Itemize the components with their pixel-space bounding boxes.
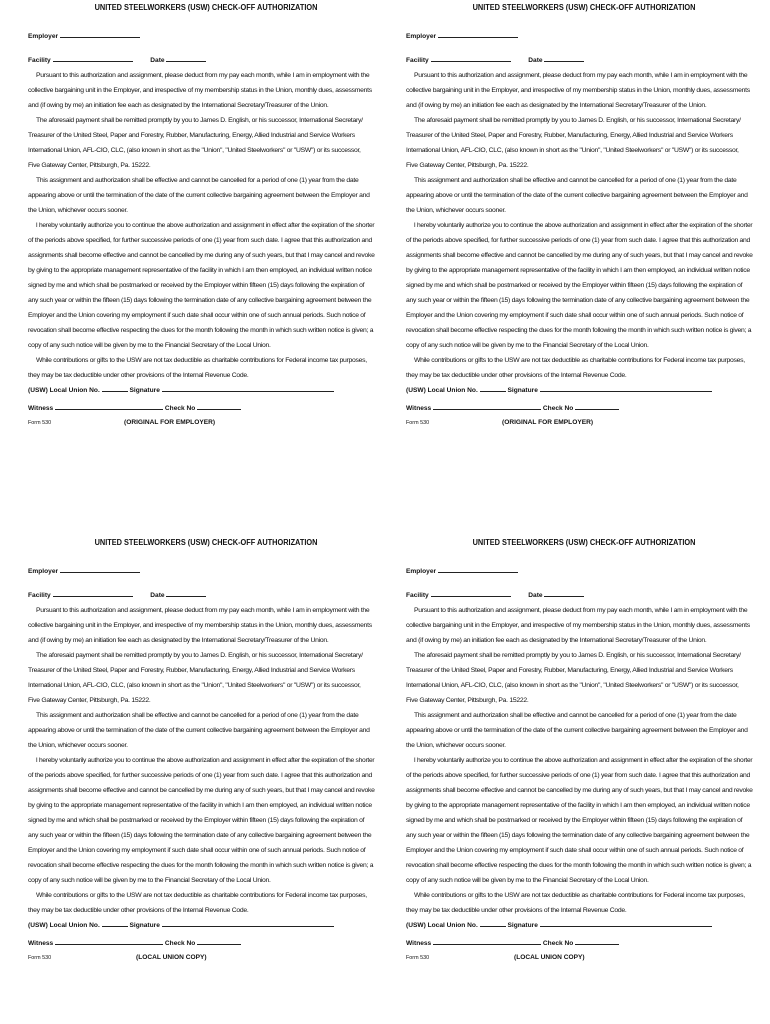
signature-blank[interactable] [162, 919, 334, 927]
authorization-line: any such year or within the fifteen (15) days following the termination date of any collective bargaining agreement between the [406, 297, 750, 304]
check-no-blank[interactable] [197, 402, 241, 410]
signature-blank[interactable] [540, 384, 712, 392]
employer-label: Employer [406, 568, 437, 575]
authorization-line: While contributions or gifts to the USW are not tax deductible as charitable contributions for Federal income tax purposes, [36, 892, 367, 899]
facility-blank[interactable] [53, 589, 133, 597]
facility-date-row [28, 54, 384, 64]
employer-blank[interactable] [438, 30, 518, 38]
check-no-label: Check No [542, 940, 574, 947]
authorization-line: any such year or within the fifteen (15) days following the termination date of any collective bargaining agreement between the [28, 297, 372, 304]
copy-designation: (LOCAL UNION COPY) [514, 954, 585, 961]
authorization-line: the Union, whichever occurs sooner. [28, 742, 128, 749]
authorization-line: appearing above or until the termination of the date of the current collective bargaining agreement between the Employer and [406, 192, 748, 199]
authorization-line: they may be tax deductible under other provisions of the Internal Revenue Code. [28, 907, 249, 914]
authorization-line: by giving to the appropriate management representative of the facility in which I am then employed, an individual written notice [28, 267, 372, 274]
witness-check-row [406, 937, 762, 949]
authorization-line: of the periods above specified, for further successive periods of one (1) year from such date. I agree that this authorization and [406, 237, 751, 244]
authorization-line: This assignment and authorization shall be effective and cannot be cancelled for a period of one (1) year from the date [36, 177, 359, 184]
local-union-label: (USW) Local Union No. [28, 387, 100, 394]
authorization-line: Treasurer of the United Steel, Paper and Forestry, Rubber, Manufacturing, Energy, Allied Industrial and Service Workers [406, 667, 733, 674]
facility-blank[interactable] [431, 589, 511, 597]
employer-field[interactable] [28, 30, 384, 40]
facility-label: Facility [406, 592, 429, 599]
authorization-line: assignments shall become effective and cannot be cancelled by me during any of such years, but that I may cancel and revoke [406, 252, 753, 259]
authorization-line: International Union, AFL-CIO, CLC, (also known in short as the "Union", "United Steelworkers" or "USW") or its successor, [28, 682, 361, 689]
authorization-text [406, 68, 762, 383]
employer-field[interactable] [406, 30, 762, 40]
employer-blank[interactable] [60, 30, 140, 38]
witness-label: Witness [28, 405, 54, 412]
witness-check-row [28, 402, 384, 414]
authorization-line: and (if owing by me) an initiation fee each as designated by the International Secretary/Treasurer of the Union. [406, 637, 707, 644]
authorization-line: assignments shall become effective and cannot be cancelled by me during any of such years, but that I may cancel and revoke [28, 787, 375, 794]
authorization-line: assignments shall become effective and cannot be cancelled by me during any of such years, but that I may cancel and revoke [28, 252, 375, 259]
local-union-signature-row [28, 384, 384, 396]
authorization-line: signed by me and which shall be postmarked or received by the Employer within fifteen (15) days following the expiration of [28, 817, 365, 824]
form-footer [406, 952, 762, 964]
authorization-line: While contributions or gifts to the USW are not tax deductible as charitable contributions for Federal income tax purposes, [414, 892, 745, 899]
authorization-form-bl [28, 537, 384, 964]
authorization-form-br [406, 537, 762, 964]
check-no-label: Check No [164, 940, 196, 947]
form-number: Form 530 [28, 955, 52, 961]
witness-label: Witness [406, 405, 432, 412]
signature-blank[interactable] [540, 919, 712, 927]
authorization-line: Treasurer of the United Steel, Paper and Forestry, Rubber, Manufacturing, Energy, Allied Industrial and Service Workers [406, 132, 733, 139]
facility-date-row [28, 589, 384, 599]
date-label: Date [150, 592, 165, 599]
local-union-signature-row [406, 384, 762, 396]
authorization-line: revocation shall become effective respecting the dues for the month following the month in which such written notice is given; a [406, 327, 752, 334]
authorization-line: copy of any such notice will be given by me to the Financial Secretary of the Local Union. [28, 342, 271, 349]
authorization-line: Employer and the Union covering my employment if such date shall occur within one of such annual periods. Such notice of [406, 312, 744, 319]
local-union-blank[interactable] [102, 919, 128, 927]
employer-label: Employer [28, 33, 59, 40]
authorization-line: of the periods above specified, for further successive periods of one (1) year from such date. I agree that this authorization and [406, 772, 751, 779]
check-no-label: Check No [164, 405, 196, 412]
local-union-signature-row [28, 919, 384, 931]
authorization-line: Five Gateway Center, Pittsburgh, Pa. 15222. [28, 162, 151, 169]
form-number: Form 530 [406, 420, 430, 426]
facility-label: Facility [406, 57, 429, 64]
authorization-line: copy of any such notice will be given by me to the Financial Secretary of the Local Union. [406, 342, 649, 349]
date-blank[interactable] [166, 54, 206, 62]
signature-blank[interactable] [162, 384, 334, 392]
facility-date-row [406, 54, 762, 64]
witness-label: Witness [28, 940, 54, 947]
form-title: UNITED STEELWORKERS (USW) CHECK-OFF AUTHORIZATION [472, 3, 696, 12]
witness-blank[interactable] [433, 402, 541, 410]
copy-designation: (ORIGINAL FOR EMPLOYER) [124, 419, 216, 426]
authorization-line: I hereby voluntarily authorize you to continue the above authorization and assignment in effect after the expiration of the shorter [413, 222, 753, 229]
form-number: Form 530 [406, 955, 430, 961]
authorization-line: collective bargaining unit in the Employer, and irrespective of my membership status in the Union, monthly dues, assessments [28, 622, 372, 629]
authorization-line: appearing above or until the termination of the date of the current collective bargaining agreement between the Employer and [28, 192, 370, 199]
form-footer [28, 417, 384, 429]
authorization-text [406, 603, 762, 918]
authorization-line: appearing above or until the termination of the date of the current collective bargaining agreement between the Employer and [28, 727, 370, 734]
check-no-blank[interactable] [197, 937, 241, 945]
authorization-line: collective bargaining unit in the Employer, and irrespective of my membership status in the Union, monthly dues, assessments [406, 622, 750, 629]
signature-label: Signature [129, 922, 160, 929]
authorization-line: appearing above or until the termination of the date of the current collective bargaining agreement between the Employer and [406, 727, 748, 734]
employer-field[interactable] [28, 565, 384, 575]
authorization-line: Pursuant to this authorization and assignment, please deduct from my pay each month, while I am in employment with the [414, 607, 748, 614]
authorization-line: they may be tax deductible under other provisions of the Internal Revenue Code. [406, 907, 627, 914]
authorization-text [28, 68, 384, 383]
authorization-line: This assignment and authorization shall be effective and cannot be cancelled for a period of one (1) year from the date [414, 177, 737, 184]
authorization-line: Pursuant to this authorization and assignment, please deduct from my pay each month, while I am in employment with the [414, 72, 748, 79]
form-footer [28, 952, 384, 964]
authorization-line: I hereby voluntarily authorize you to continue the above authorization and assignment in effect after the expiration of the shorter [35, 222, 375, 229]
authorization-line: Five Gateway Center, Pittsburgh, Pa. 15222. [406, 697, 529, 704]
authorization-line: signed by me and which shall be postmarked or received by the Employer within fifteen (15) days following the expiration of [406, 817, 743, 824]
authorization-line: This assignment and authorization shall be effective and cannot be cancelled for a period of one (1) year from the date [414, 712, 737, 719]
authorization-line: and (if owing by me) an initiation fee each as designated by the International Secretary/Treasurer of the Union. [406, 102, 707, 109]
employer-label: Employer [28, 568, 59, 575]
authorization-line: of the periods above specified, for further successive periods of one (1) year from such date. I agree that this authorization and [28, 237, 373, 244]
authorization-line: copy of any such notice will be given by me to the Financial Secretary of the Local Union. [406, 877, 649, 884]
authorization-line: revocation shall become effective respecting the dues for the month following the month in which such written notice is given; a [406, 862, 752, 869]
employer-label: Employer [406, 33, 437, 40]
facility-date-row [406, 589, 762, 599]
facility-blank[interactable] [431, 54, 511, 62]
authorization-line: Pursuant to this authorization and assignment, please deduct from my pay each month, while I am in employment with the [36, 72, 370, 79]
signature-label: Signature [129, 387, 160, 394]
authorization-line: Pursuant to this authorization and assignment, please deduct from my pay each month, while I am in employment with the [36, 607, 370, 614]
date-blank[interactable] [544, 589, 584, 597]
form-title: UNITED STEELWORKERS (USW) CHECK-OFF AUTHORIZATION [94, 538, 318, 547]
authorization-line: revocation shall become effective respecting the dues for the month following the month in which such written notice is given; a [28, 862, 374, 869]
authorization-line: While contributions or gifts to the USW are not tax deductible as charitable contributions for Federal income tax purposes, [414, 357, 745, 364]
authorization-line: Five Gateway Center, Pittsburgh, Pa. 15222. [406, 162, 529, 169]
authorization-form-tr [406, 2, 762, 429]
authorization-line: While contributions or gifts to the USW are not tax deductible as charitable contributions for Federal income tax purposes, [36, 357, 367, 364]
date-blank[interactable] [166, 589, 206, 597]
authorization-line: assignments shall become effective and cannot be cancelled by me during any of such years, but that I may cancel and revoke [406, 787, 753, 794]
copy-designation: (ORIGINAL FOR EMPLOYER) [502, 419, 594, 426]
check-no-blank[interactable] [575, 402, 619, 410]
authorization-line: the Union, whichever occurs sooner. [406, 207, 506, 214]
witness-check-row [406, 402, 762, 414]
authorization-line: any such year or within the fifteen (15) days following the termination date of any collective bargaining agreement between the [406, 832, 750, 839]
authorization-line: any such year or within the fifteen (15) days following the termination date of any collective bargaining agreement between the [28, 832, 372, 839]
authorization-line: revocation shall become effective respecting the dues for the month following the month in which such written notice is given; a [28, 327, 374, 334]
local-union-label: (USW) Local Union No. [406, 387, 478, 394]
form-number: Form 530 [28, 420, 52, 426]
authorization-line: by giving to the appropriate management representative of the facility in which I am then employed, an individual written notice [406, 802, 750, 809]
authorization-text [28, 603, 384, 918]
authorization-line: and (if owing by me) an initiation fee each as designated by the International Secretary/Treasurer of the Union. [28, 102, 329, 109]
authorization-line: collective bargaining unit in the Employer, and irrespective of my membership status in the Union, monthly dues, assessments [406, 87, 750, 94]
authorization-line: Treasurer of the United Steel, Paper and Forestry, Rubber, Manufacturing, Energy, Allied Industrial and Service Workers [28, 132, 355, 139]
authorization-line: I hereby voluntarily authorize you to continue the above authorization and assignment in effect after the expiration of the shorter [413, 757, 753, 764]
authorization-line: Treasurer of the United Steel, Paper and Forestry, Rubber, Manufacturing, Energy, Allied Industrial and Service Workers [28, 667, 355, 674]
facility-blank[interactable] [53, 54, 133, 62]
copy-designation: (LOCAL UNION COPY) [136, 954, 207, 961]
authorization-line: collective bargaining unit in the Employer, and irrespective of my membership status in the Union, monthly dues, assessments [28, 87, 372, 94]
authorization-line: Five Gateway Center, Pittsburgh, Pa. 15222. [28, 697, 151, 704]
form-title: UNITED STEELWORKERS (USW) CHECK-OFF AUTHORIZATION [94, 3, 318, 12]
witness-label: Witness [406, 940, 432, 947]
authorization-line: I hereby voluntarily authorize you to continue the above authorization and assignment in effect after the expiration of the shorter [35, 757, 375, 764]
authorization-line: by giving to the appropriate management representative of the facility in which I am then employed, an individual written notice [28, 802, 372, 809]
employer-blank[interactable] [60, 565, 140, 573]
authorization-line: the Union, whichever occurs sooner. [406, 742, 506, 749]
authorization-line: copy of any such notice will be given by me to the Financial Secretary of the Local Union. [28, 877, 271, 884]
authorization-line: and (if owing by me) an initiation fee each as designated by the International Secretary/Treasurer of the Union. [28, 637, 329, 644]
witness-blank[interactable] [433, 937, 541, 945]
authorization-line: of the periods above specified, for further successive periods of one (1) year from such date. I agree that this authorization and [28, 772, 373, 779]
authorization-line: by giving to the appropriate management representative of the facility in which I am then employed, an individual written notice [406, 267, 750, 274]
facility-label: Facility [28, 592, 51, 599]
date-label: Date [528, 592, 543, 599]
date-label: Date [528, 57, 543, 64]
authorization-line: they may be tax deductible under other provisions of the Internal Revenue Code. [28, 372, 249, 379]
authorization-line: Employer and the Union covering my employment if such date shall occur within one of such annual periods. Such notice of [406, 847, 744, 854]
authorization-line: The aforesaid payment shall be remitted promptly by you to James D. English, or his successor, International Secretary/ [36, 652, 363, 659]
authorization-line: The aforesaid payment shall be remitted promptly by you to James D. English, or his successor, International Secretary/ [36, 117, 363, 124]
local-union-blank[interactable] [102, 384, 128, 392]
check-no-blank[interactable] [575, 937, 619, 945]
signature-label: Signature [507, 387, 538, 394]
date-blank[interactable] [544, 54, 584, 62]
authorization-form-tl [28, 2, 384, 429]
local-union-blank[interactable] [480, 384, 506, 392]
facility-label: Facility [28, 57, 51, 64]
authorization-line: Employer and the Union covering my employment if such date shall occur within one of such annual periods. Such notice of [28, 847, 366, 854]
authorization-line: the Union, whichever occurs sooner. [28, 207, 128, 214]
authorization-line: International Union, AFL-CIO, CLC, (also known in short as the "Union", "United Steelworkers" or "USW") or its successor, [406, 147, 739, 154]
date-label: Date [150, 57, 165, 64]
witness-blank[interactable] [55, 937, 163, 945]
witness-blank[interactable] [55, 402, 163, 410]
form-footer [406, 417, 762, 429]
signature-label: Signature [507, 922, 538, 929]
check-no-label: Check No [542, 405, 574, 412]
local-union-label: (USW) Local Union No. [28, 922, 100, 929]
authorization-line: This assignment and authorization shall be effective and cannot be cancelled for a period of one (1) year from the date [36, 712, 359, 719]
employer-blank[interactable] [438, 565, 518, 573]
form-title: UNITED STEELWORKERS (USW) CHECK-OFF AUTHORIZATION [472, 538, 696, 547]
authorization-line: The aforesaid payment shall be remitted promptly by you to James D. English, or his successor, International Secretary/ [414, 652, 741, 659]
authorization-line: The aforesaid payment shall be remitted promptly by you to James D. English, or his successor, International Secretary/ [414, 117, 741, 124]
authorization-line: International Union, AFL-CIO, CLC, (also known in short as the "Union", "United Steelworkers" or "USW") or its successor, [28, 147, 361, 154]
local-union-blank[interactable] [480, 919, 506, 927]
witness-check-row [28, 937, 384, 949]
local-union-signature-row [406, 919, 762, 931]
authorization-line: Employer and the Union covering my employment if such date shall occur within one of such annual periods. Such notice of [28, 312, 366, 319]
authorization-line: signed by me and which shall be postmarked or received by the Employer within fifteen (15) days following the expiration of [406, 282, 743, 289]
authorization-line: International Union, AFL-CIO, CLC, (also known in short as the "Union", "United Steelworkers" or "USW") or its successor, [406, 682, 739, 689]
employer-field[interactable] [406, 565, 762, 575]
authorization-line: they may be tax deductible under other provisions of the Internal Revenue Code. [406, 372, 627, 379]
local-union-label: (USW) Local Union No. [406, 922, 478, 929]
authorization-line: signed by me and which shall be postmarked or received by the Employer within fifteen (15) days following the expiration of [28, 282, 365, 289]
